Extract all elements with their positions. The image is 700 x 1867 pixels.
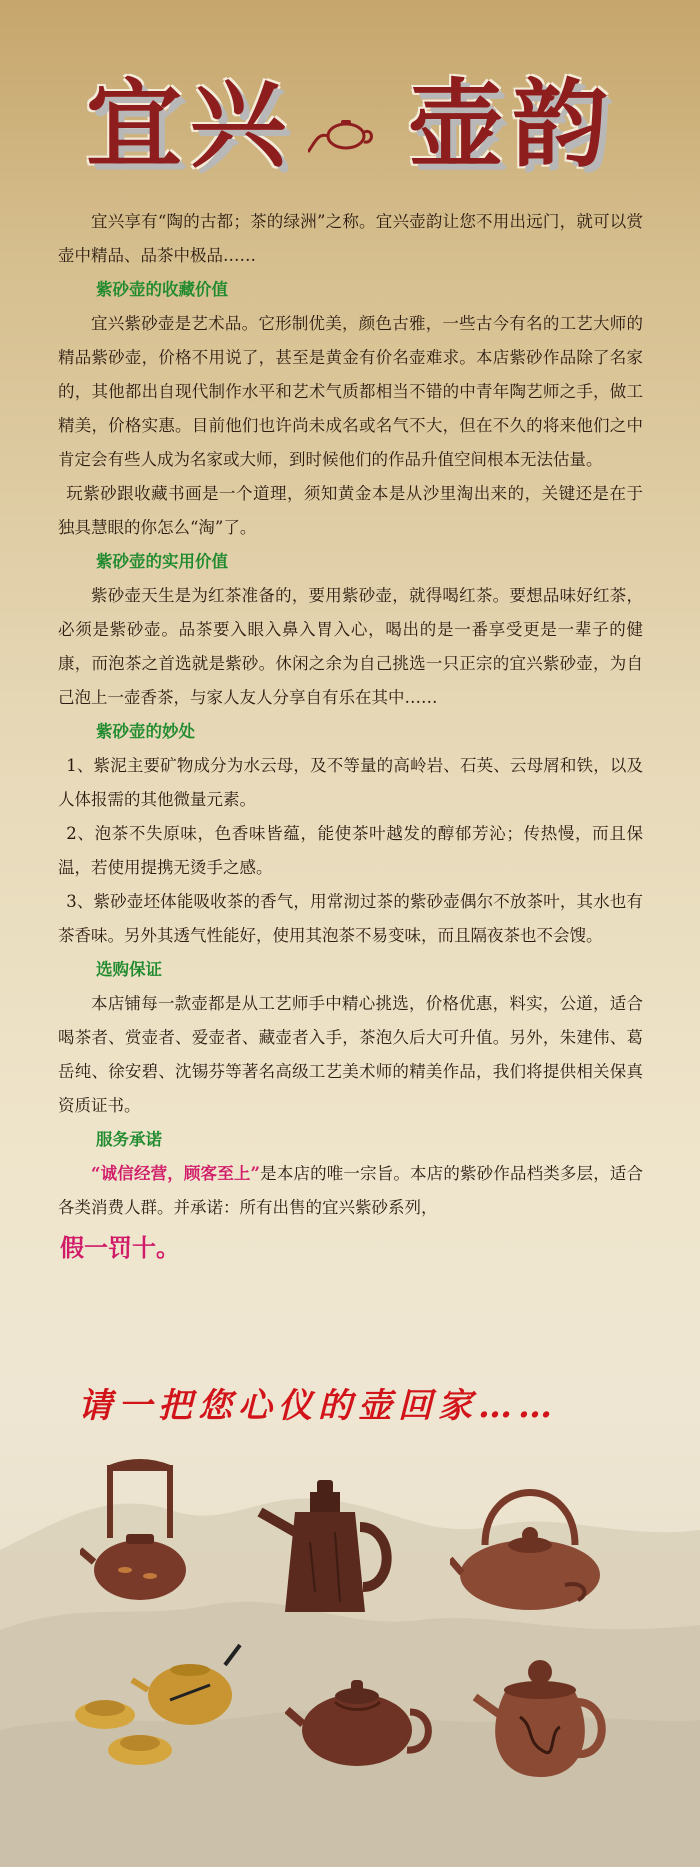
bamboo-handle-teapot-icon bbox=[80, 1458, 200, 1608]
service-motto: “诚信经营，顾客至上” bbox=[91, 1164, 261, 1183]
heading-collection-value: 紫砂壶的收藏价值 bbox=[96, 280, 228, 299]
guarantee-paragraph: 本店铺每一款壶都是从工艺师手中精心挑选，价格优惠，料实，公道，适合喝茶者、赏壶者、爱壶者、藏壶者入手，茶泡久后大可升值。另外，朱建伟、葛岳纯、徐安碧、沈锡芬等著名高级工艺美术师的精美作品，我们将提供相关保真资质证书。 bbox=[58, 994, 643, 1115]
intro-paragraph: 宜兴享有“陶的古都；茶的绿洲”之称。宜兴壶韵让您不用出远门，就可以赏壶中精品、品茶中极品…… bbox=[58, 212, 643, 265]
heading-benefits: 紫砂壶的妙处 bbox=[96, 722, 195, 741]
benefit-item-3: 3、紫砂壶坯体能吸收茶的香气，用常沏过茶的紫砂壶偶尔不放茶叶，其水也有茶香味。另外其透气性能好，使用其泡茶不易变味，而且隔夜茶也不会馊。 bbox=[58, 892, 643, 945]
title-part-1: 宜兴 bbox=[86, 68, 294, 181]
collection-paragraph-2: 玩紫砂跟收藏书画是一个道理，须知黄金本是从沙里淘出来的，关键还是在于独具慧眼的你怎么“淘”了。 bbox=[58, 484, 643, 537]
service-paragraph bbox=[58, 1157, 643, 1225]
promise-text: 假一罚十。 bbox=[60, 1233, 180, 1262]
teapot-icon bbox=[308, 102, 378, 162]
service-text: 是本店的唯一宗旨。本店的紫砂作品档类多层，适合各类消费人群。并承诺：所有出售的宜兴紫砂系列， bbox=[58, 1164, 644, 1217]
main-content bbox=[58, 205, 643, 1271]
yellow-tea-set-icon bbox=[70, 1640, 250, 1770]
title-part-2: 壶韵 bbox=[408, 68, 616, 181]
branch-handle-teapot-icon bbox=[450, 1455, 610, 1615]
collection-paragraph-1: 宜兴紫砂壶是艺术品。它形制优美，颜色古雅，一些古今有名的工艺大师的精品紫砂壶，价格不用说了，甚至是黄金有价名壶难求。本店紫砂作品除了名家的，其他都出自现代制作水平和艺术气质都相当不错的中青年陶艺师之手，做工精美，价格实惠。目前他们也许尚未成名或名气不大，但在不久的将来他们之中肯定会有些人成为名家或大师，到时候他们的作品升值空间根本无法估量。 bbox=[58, 314, 643, 469]
heading-guarantee: 选购保证 bbox=[96, 960, 162, 979]
tree-trunk-teapot-icon bbox=[255, 1472, 405, 1622]
benefit-item-1: 1、紫泥主要矿物成分为水云母，及不等量的高岭岩、石英、云母屑和铁，以及人体报需的其他微量元素。 bbox=[58, 756, 643, 809]
benefit-item-2: 2、泡茶不失原味，色香味皆蕴，能使茶叶越发的醇郁芳沁；传热慢，而且保温，若使用提携无烫手之感。 bbox=[58, 824, 643, 877]
dragon-teapot-icon bbox=[465, 1642, 615, 1782]
pumpkin-teapot-icon bbox=[285, 1652, 435, 1772]
heading-practical-value: 紫砂壶的实用价值 bbox=[96, 552, 228, 571]
heading-service: 服务承诺 bbox=[96, 1130, 162, 1149]
slogan: 请一把您心仪的壶回家…… bbox=[78, 1386, 558, 1426]
practical-paragraph: 紫砂壶天生是为红茶准备的，要用紫砂壶，就得喝红茶。要想品味好红茶，必须是紫砂壶。品茶要入眼入鼻入胃入心，喝出的是一番享受更是一辈子的健康，而泡茶之首选就是紫砂。休闲之余为自己挑选一只正宗的宜兴紫砂壶，为自己泡上一壶香茶，与家人友人分享自有乐在其中…… bbox=[58, 586, 643, 707]
title-banner bbox=[0, 70, 700, 190]
